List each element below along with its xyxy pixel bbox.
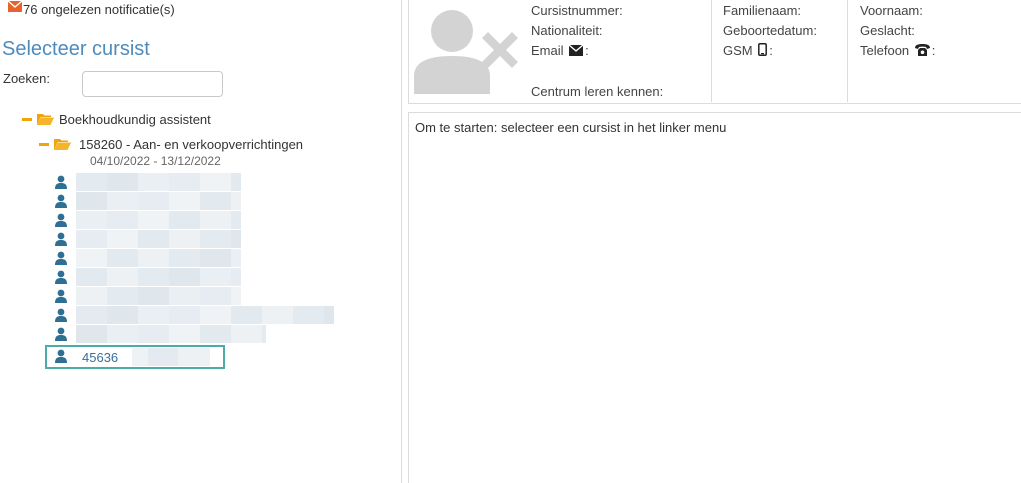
user-icon	[54, 349, 68, 363]
gsm-colon: :	[769, 43, 773, 58]
no-user-avatar-icon	[412, 6, 522, 94]
column-separator	[847, 0, 848, 102]
redacted-student-row[interactable]	[76, 325, 266, 343]
tree-course-item[interactable]	[39, 136, 303, 152]
gsm-text: GSM	[723, 43, 753, 58]
collapse-icon[interactable]	[39, 143, 49, 146]
voornaam-label: Voornaam:	[860, 3, 923, 18]
user-icon	[54, 270, 68, 284]
user-icon	[54, 232, 68, 246]
panel-divider	[401, 0, 402, 483]
redacted-student-row[interactable]	[76, 211, 241, 229]
notifications-link[interactable]	[8, 0, 175, 18]
notifications-text: 76 ongelezen notificatie(s)	[23, 1, 175, 17]
envelope-icon	[569, 45, 583, 56]
folder-open-icon	[37, 113, 54, 125]
redacted-student-row[interactable]	[76, 192, 241, 210]
user-icon	[54, 213, 68, 227]
envelope-icon	[8, 1, 22, 12]
collapse-icon[interactable]	[22, 118, 32, 121]
search-label: Zoeken:	[3, 71, 50, 86]
search-input[interactable]	[82, 71, 223, 97]
user-icon	[54, 251, 68, 265]
tree-course-label: 158260 - Aan- en verkoopverrichtingen	[79, 136, 304, 152]
user-icon	[54, 327, 68, 341]
course-dates: 04/10/2022 - 13/12/2022	[90, 154, 221, 168]
main-content-panel	[408, 112, 1021, 483]
page-title: Selecteer cursist	[2, 38, 150, 60]
user-icon	[54, 175, 68, 189]
redacted-student-row[interactable]	[76, 173, 241, 191]
user-icon	[54, 289, 68, 303]
tree-group-item[interactable]	[22, 111, 211, 127]
familienaam-label: Familienaam:	[723, 3, 802, 18]
geslacht-label: Geslacht:	[860, 23, 915, 38]
user-icon	[54, 308, 68, 322]
redacted-student-row[interactable]	[76, 287, 241, 305]
user-icon	[54, 194, 68, 208]
folder-open-icon	[54, 138, 71, 150]
column-separator	[711, 0, 712, 102]
telefoon-text: Telefoon	[860, 43, 910, 58]
nationaliteit-label: Nationaliteit:	[531, 23, 603, 38]
telefoon-label	[860, 43, 935, 58]
email-label	[531, 43, 589, 58]
redacted-name	[132, 348, 210, 366]
centrum-label: Centrum leren kennen:	[531, 84, 664, 99]
telefoon-colon: :	[931, 43, 936, 58]
email-colon: :	[585, 43, 589, 58]
redacted-student-row[interactable]	[76, 230, 241, 248]
start-instruction: Om te starten: selecteer een cursist in het linker menu	[415, 120, 727, 135]
tree-group-label: Boekhoudkundig assistent	[59, 111, 211, 127]
gsm-label	[723, 43, 773, 58]
redacted-student-row[interactable]	[76, 306, 334, 324]
geboortedatum-label: Geboortedatum:	[723, 23, 817, 38]
selected-student-id[interactable]: 45636	[82, 350, 119, 365]
cursistnummer-label: Cursistnummer:	[531, 3, 623, 18]
redacted-student-row[interactable]	[76, 268, 241, 286]
left-panel	[0, 0, 401, 483]
redacted-student-row[interactable]	[76, 249, 241, 267]
telephone-icon	[915, 44, 930, 56]
email-text: Email	[531, 43, 564, 58]
mobile-phone-icon	[758, 43, 767, 56]
